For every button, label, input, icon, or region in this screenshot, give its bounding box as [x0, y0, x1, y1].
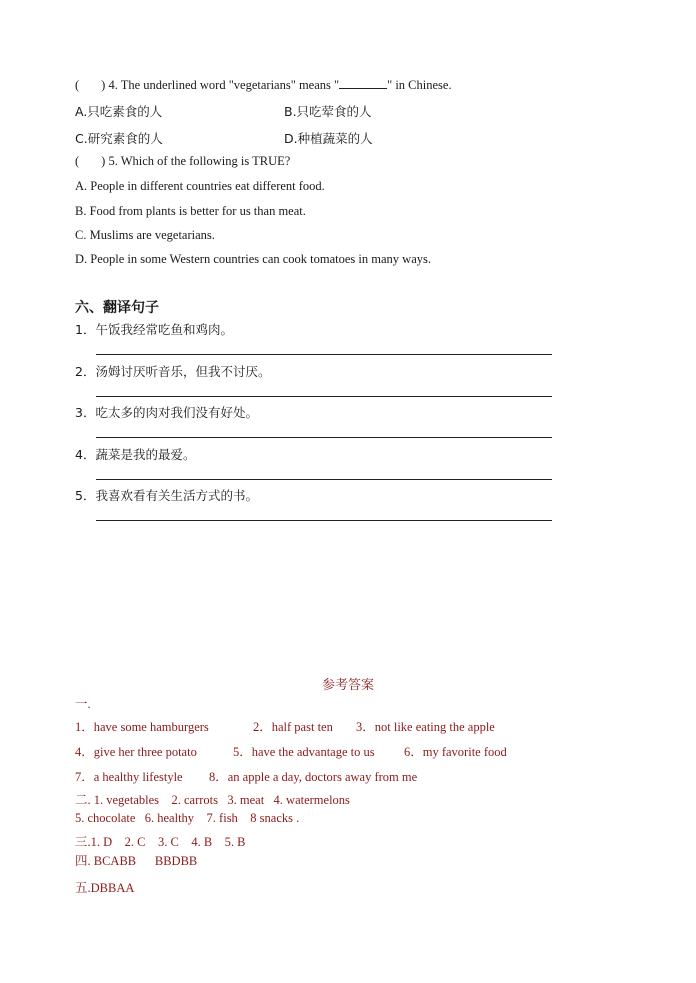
- answer-line-2[interactable]: [96, 396, 552, 397]
- question-4: [75, 77, 452, 93]
- translation-item-3: 3．吃太多的肉对我们没有好处。: [75, 405, 258, 420]
- answer-section-1-label: 一.: [75, 697, 91, 711]
- answer-section-2-line-1: 二. 1. vegetables 2. carrots 3. meat 4. watermelons: [75, 793, 350, 807]
- answer-paren-close: ): [101, 78, 106, 92]
- answer-line-3[interactable]: [96, 437, 552, 438]
- answer-1-5: 5．have the advantage to us: [233, 745, 375, 759]
- answer-section-3: 三.1. D 2. C 3. C 4. B 5. B: [75, 835, 246, 849]
- answer-1-2: 2．half past ten: [253, 720, 333, 734]
- translation-item-2: 2．汤姆讨厌听音乐，但我不讨厌。: [75, 364, 271, 379]
- translation-item-1: 1．午饭我经常吃鱼和鸡肉。: [75, 322, 233, 337]
- answer-section-2-line-2: 5. chocolate 6. healthy 7. fish 8 snacks .: [75, 811, 300, 825]
- option-4a: A.只吃素食的人: [75, 104, 163, 119]
- option-5b: B. Food from plants is better for us than meat.: [75, 204, 306, 218]
- answer-paren-open: (: [75, 78, 80, 92]
- translation-item-5: 5．我喜欢看有关生活方式的书。: [75, 488, 258, 503]
- section-heading-translation: 六、翻译句子: [75, 300, 159, 316]
- translation-item-4: 4．蔬菜是我的最爱。: [75, 447, 196, 462]
- answer-1-1: 1．have some hamburgers: [75, 720, 209, 734]
- answer-1-3: 3．not like eating the apple: [356, 720, 495, 734]
- answer-key-title: 参考答案: [321, 678, 374, 693]
- answer-line-5[interactable]: [96, 520, 552, 521]
- option-4d: D.种植蔬菜的人: [284, 131, 373, 146]
- option-5c: C. Muslims are vegetarians.: [75, 228, 215, 242]
- option-5d: D. People in some Western countries can cook tomatoes in many ways.: [75, 252, 431, 266]
- question-5: [75, 154, 290, 169]
- answer-1-6: 6．my favorite food: [404, 745, 507, 759]
- answer-paren-open: (: [75, 154, 80, 168]
- answer-1-7: 7．a healthy lifestyle: [75, 770, 183, 784]
- fill-blank[interactable]: [339, 77, 387, 89]
- answer-1-4: 4．give her three potato: [75, 745, 197, 759]
- answer-section-4: 四. BCABB BBDBB: [75, 854, 198, 868]
- answer-line-4[interactable]: [96, 479, 552, 480]
- answer-line-1[interactable]: [96, 354, 552, 355]
- answer-section-5: 五.DBBAA: [75, 881, 135, 895]
- option-4b: B.只吃荤食的人: [284, 104, 372, 119]
- option-4c: C.研究素食的人: [75, 131, 163, 146]
- answer-paren-close: ): [101, 154, 106, 168]
- option-5a: A. People in different countries eat different food.: [75, 179, 325, 193]
- question-4-text-b: " in Chinese.: [387, 78, 452, 92]
- question-5-text: 5. Which of the following is TRUE?: [108, 154, 291, 168]
- answer-1-8: 8．an apple a day, doctors away from me: [209, 770, 418, 784]
- question-4-text-a: 4. The underlined word "vegetarians" means ": [108, 78, 340, 92]
